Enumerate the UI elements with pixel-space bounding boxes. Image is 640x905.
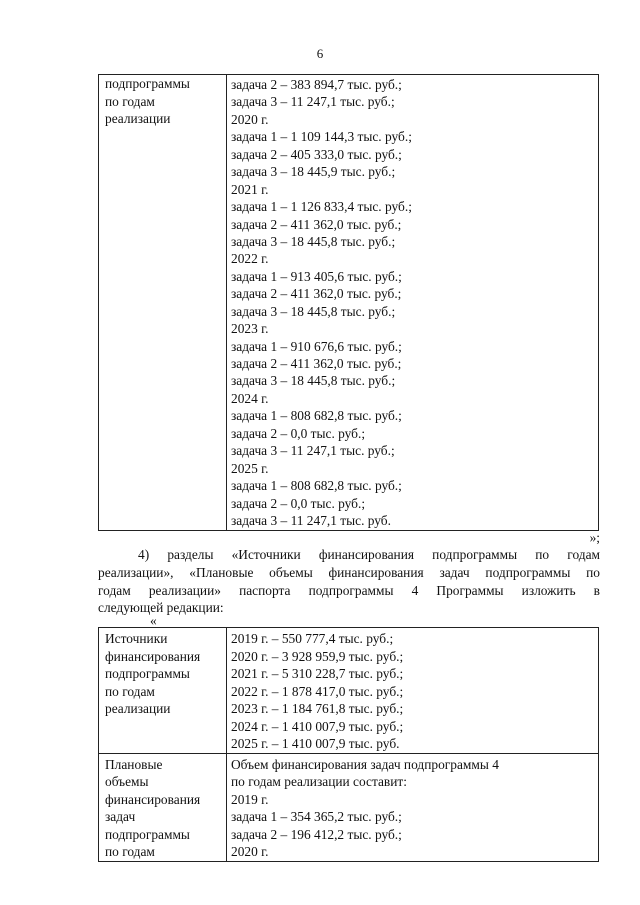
year-line: 2022 г.: [231, 251, 269, 267]
label-line: по годам: [105, 683, 155, 699]
year-line: 2020 г.: [231, 844, 269, 859]
value-line: задача 3 – 11 247,1 тыс. руб.: [231, 512, 391, 528]
closing-quote-mark: »;: [589, 530, 600, 545]
label-line: финансирования: [105, 648, 201, 664]
label-line: по годам: [105, 844, 155, 859]
value-line: задача 3 – 11 247,1 тыс. руб.;: [231, 94, 395, 110]
value-line: задача 3 – 18 445,9 тыс. руб.;: [231, 164, 396, 180]
value-line: 2020 г. – 3 928 959,9 тыс. руб.;: [231, 648, 404, 664]
value-line: 2023 г. – 1 184 761,8 тыс. руб.;: [231, 701, 404, 716]
value-line: задача 3 – 18 445,8 тыс. руб.;: [231, 373, 396, 389]
table-row: [99, 753, 599, 861]
value-line: задача 3 – 18 445,8 тыс. руб.;: [231, 233, 396, 249]
label-line: подпрограммы: [105, 76, 190, 91]
row-label-cell: [99, 628, 227, 754]
paragraph-line: реализации», «Плановые объемы финансирования задач подпрограммы по: [98, 564, 600, 580]
year-line: 2023 г.: [231, 321, 269, 337]
value-line: задача 2 – 196 412,2 тыс. руб.;: [231, 826, 402, 842]
value-line: по годам реализации составит:: [231, 774, 407, 789]
value-line: 2019 г. – 550 777,4 тыс. руб.;: [231, 631, 394, 646]
label-line: подпрограммы: [105, 826, 190, 842]
value-line: задача 2 – 411 362,0 тыс. руб.;: [231, 356, 402, 371]
value-line: 2025 г. – 1 410 007,9 тыс. руб.: [231, 736, 400, 751]
value-line: 2021 г. – 5 310 228,7 тыс. руб.;: [231, 666, 404, 681]
table-row: [99, 628, 599, 754]
paragraph-line: следующей редакции:: [98, 600, 224, 616]
value-line: задача 1 – 1 109 144,3 тыс. руб.;: [231, 129, 412, 145]
value-line: задача 3 – 18 445,8 тыс. руб.;: [231, 303, 396, 319]
opening-quote-mark: «: [150, 613, 157, 628]
row-value-cell: [227, 628, 599, 754]
year-line: 2025 г.: [231, 460, 269, 476]
value-line: Объем финансирования задач подпрограммы 4: [231, 756, 499, 772]
value-line: задача 2 – 0,0 тыс. руб.;: [231, 425, 366, 441]
value-line: задача 2 – 383 894,7 тыс. руб.;: [231, 77, 402, 92]
amendment-paragraph: [98, 546, 600, 617]
value-line: задача 2 – 0,0 тыс. руб.;: [231, 495, 366, 511]
table-row: [99, 75, 599, 531]
value-line: задача 1 – 808 682,8 тыс. руб.;: [231, 408, 402, 424]
row-label-cell: [99, 75, 227, 531]
label-line: задач: [105, 809, 136, 824]
year-line: 2024 г.: [231, 390, 269, 406]
year-line: 2020 г.: [231, 111, 269, 127]
year-line: 2019 г.: [231, 791, 269, 807]
value-line: задача 3 – 11 247,1 тыс. руб.;: [231, 443, 395, 459]
paragraph-line: 4) разделы «Источники финансирования подпрограммы по годам: [138, 547, 600, 562]
label-line: по годам: [105, 93, 155, 109]
label-line: Плановые: [105, 756, 163, 772]
value-line: задача 1 – 808 682,8 тыс. руб.;: [231, 478, 402, 494]
row-label-cell: [99, 753, 227, 861]
value-line: задача 2 – 405 333,0 тыс. руб.;: [231, 146, 402, 162]
label-line: финансирования: [105, 791, 201, 807]
label-line: объемы: [105, 774, 149, 789]
value-line: задача 2 – 411 362,0 тыс. руб.;: [231, 216, 402, 232]
label-line: Источники: [105, 631, 168, 646]
row-value-cell: [227, 753, 599, 861]
paragraph-line: годам реализации» паспорта подпрограммы 4 Программы изложить в: [98, 582, 600, 598]
value-line: задача 1 – 913 405,6 тыс. руб.;: [231, 268, 402, 284]
row-value-cell: [227, 75, 599, 531]
value-line: задача 1 – 354 365,2 тыс. руб.;: [231, 809, 402, 824]
value-line: 2024 г. – 1 410 007,9 тыс. руб.;: [231, 718, 404, 734]
label-line: реализации: [105, 701, 171, 716]
year-line: 2021 г.: [231, 181, 269, 197]
value-line: задача 1 – 1 126 833,4 тыс. руб.;: [231, 199, 412, 215]
financing-table-continued: [98, 74, 599, 531]
label-line: реализации: [105, 111, 171, 126]
value-line: задача 1 – 910 676,6 тыс. руб.;: [231, 338, 402, 354]
value-line: задача 2 – 411 362,0 тыс. руб.;: [231, 286, 402, 302]
financing-table-new: [98, 627, 599, 862]
page-number: 6: [316, 46, 324, 61]
label-line: подпрограммы: [105, 666, 190, 681]
value-line: 2022 г. – 1 878 417,0 тыс. руб.;: [231, 683, 404, 699]
